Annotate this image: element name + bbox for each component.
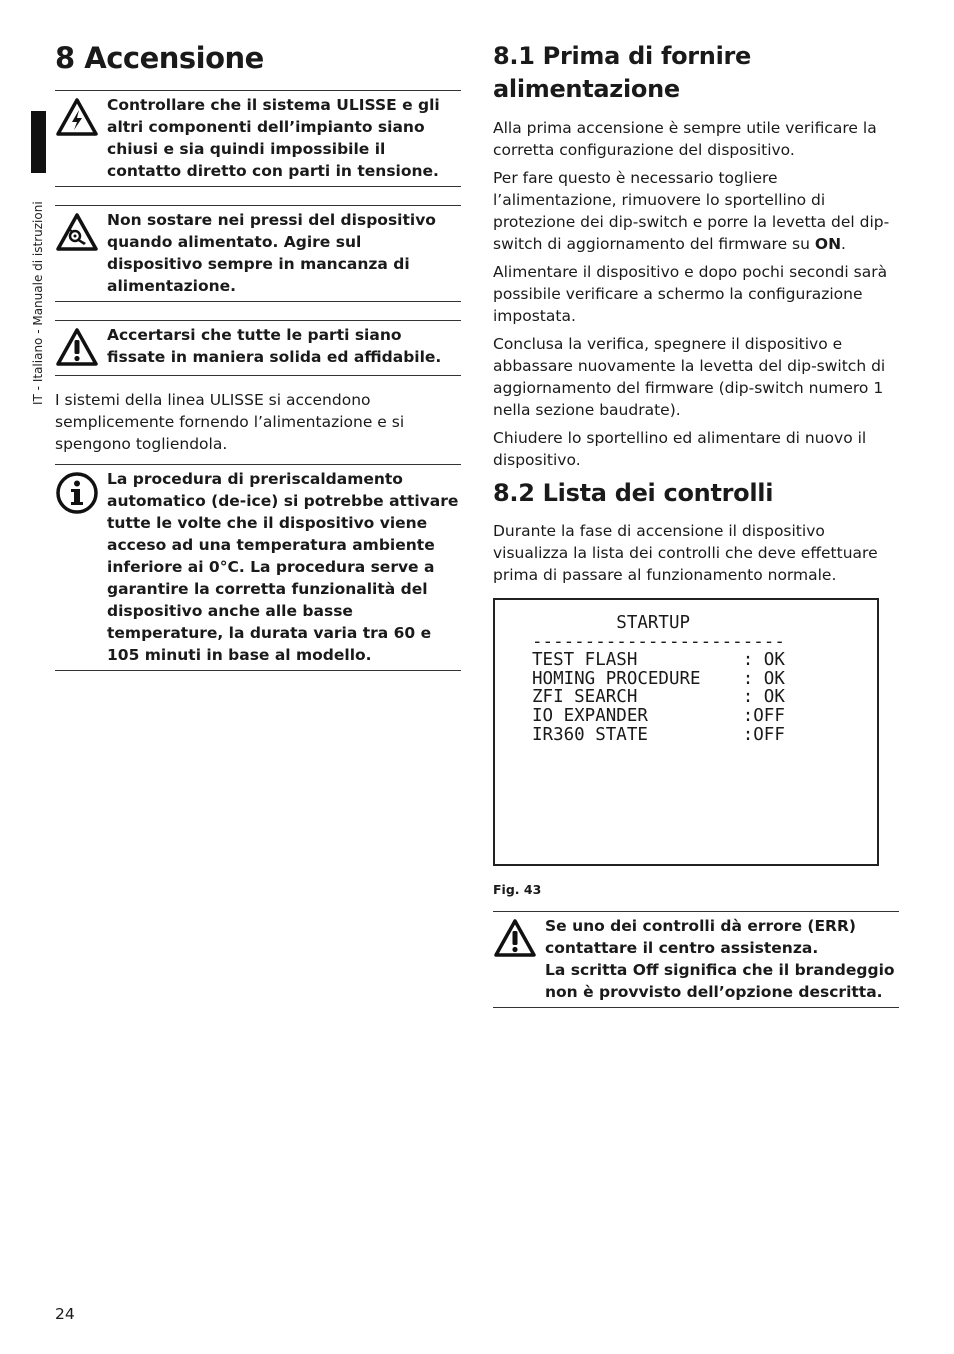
warning-line: La scritta Off significa che il brandeggio non è provvisto dell’opzione descritta.	[545, 961, 895, 1001]
paragraph-bold-text: ON	[814, 235, 842, 253]
warning-icon	[55, 324, 107, 371]
screen-line: STARTUP	[532, 613, 691, 633]
section-paragraph: Durante la fase di accensione il dispositivo visualizza la lista dei controlli che deve effettuare prima di passare al funzionamento normale.	[493, 522, 878, 584]
section-paragraph: Alimentare il dispositivo e dopo pochi secondi sarà possibile verificare a schermo la configurazione impostata.	[493, 263, 888, 325]
right-column	[493, 40, 899, 1026]
screen-line: TEST FLASH : OK	[532, 650, 785, 671]
warning-note-moving-parts	[55, 205, 461, 302]
electric-warning-icon	[55, 94, 107, 182]
section-title-8-1: 8.1 Prima di fornire alimentazione	[493, 42, 752, 103]
warning-note-text: Accertarsi che tutte le parti siano fissate in maniera solida ed affidabile.	[107, 326, 442, 366]
sidebar-tab-marker	[31, 111, 46, 173]
warning-note-text: Non sostare nei pressi del dispositivo quando alimentato. Agire sul dispositivo sempre in mancanza di alimentazione.	[107, 211, 436, 295]
screen-line: ------------------------	[532, 631, 785, 652]
screen-line: IR360 STATE :OFF	[532, 724, 785, 745]
screen-line: HOMING PROCEDURE : OK	[532, 668, 785, 689]
screen-line: ZFI SEARCH : OK	[532, 687, 785, 708]
intro-paragraph: I sistemi della linea ULISSE si accendono semplicemente fornendo l’alimentazione e si spengono togliendola.	[55, 391, 405, 453]
warning-note-text: Controllare che il sistema ULISSE e gli altri componenti dell’impianto siano chiusi e sia quindi impossibile il contatto diretto con parti in tensione.	[107, 96, 440, 180]
page-number: 24	[55, 1305, 75, 1323]
info-icon	[55, 468, 107, 666]
figure-caption: Fig. 43	[493, 882, 542, 897]
warning-note-fixing	[55, 320, 461, 376]
moving-parts-warning-icon	[55, 209, 107, 297]
paragraph-text: Per fare questo è necessario togliere l’alimentazione, rimuovere lo sportellino di protezione dei dip-switch e porre la levetta del dip-switch di aggiornamento del firmware su	[493, 169, 890, 253]
section-paragraph: Alla prima accensione è sempre utile verificare la corretta configurazione del dispositivo.	[493, 119, 877, 159]
warning-note-text	[545, 915, 899, 1003]
warning-note-controls	[493, 911, 899, 1008]
paragraph-text: .	[841, 235, 846, 253]
section-title-8-2: 8.2 Lista dei controlli	[493, 479, 774, 507]
section-paragraph	[493, 167, 899, 255]
warning-icon	[493, 915, 545, 1003]
section-paragraph: Chiudere lo sportellino ed alimentare di nuovo il dispositivo.	[493, 429, 867, 469]
info-note	[55, 464, 461, 671]
warning-line: Se uno dei controlli dà errore (ERR) contattare il centro assistenza.	[545, 917, 856, 957]
startup-screen	[493, 598, 879, 866]
info-note-text: La procedura di preriscaldamento automatico (de-ice) si potrebbe attivare tutte le volte che il dispositivo viene acceso ad una temperatura ambiente inferiore ai 0°C. La procedura serve a garantire la corretta funzionalità del dispositivo anche alle basse temperature, la durata varia tra 60 e 105 minuti in base al modello.	[107, 470, 459, 664]
section-paragraph: Conclusa la verifica, spegnere il dispositivo e abbassare nuovamente la levetta del dip-switch di aggiornamento del firmware (dip-switch numero 1 nella sezione baudrate).	[493, 335, 886, 419]
chapter-title: 8 Accensione	[55, 41, 264, 75]
left-column	[55, 40, 461, 689]
sidebar-language-label: IT - Italiano - Manuale di istruzioni	[31, 201, 45, 405]
warning-note-electric	[55, 90, 461, 187]
screen-line: IO EXPANDER :OFF	[532, 705, 785, 726]
